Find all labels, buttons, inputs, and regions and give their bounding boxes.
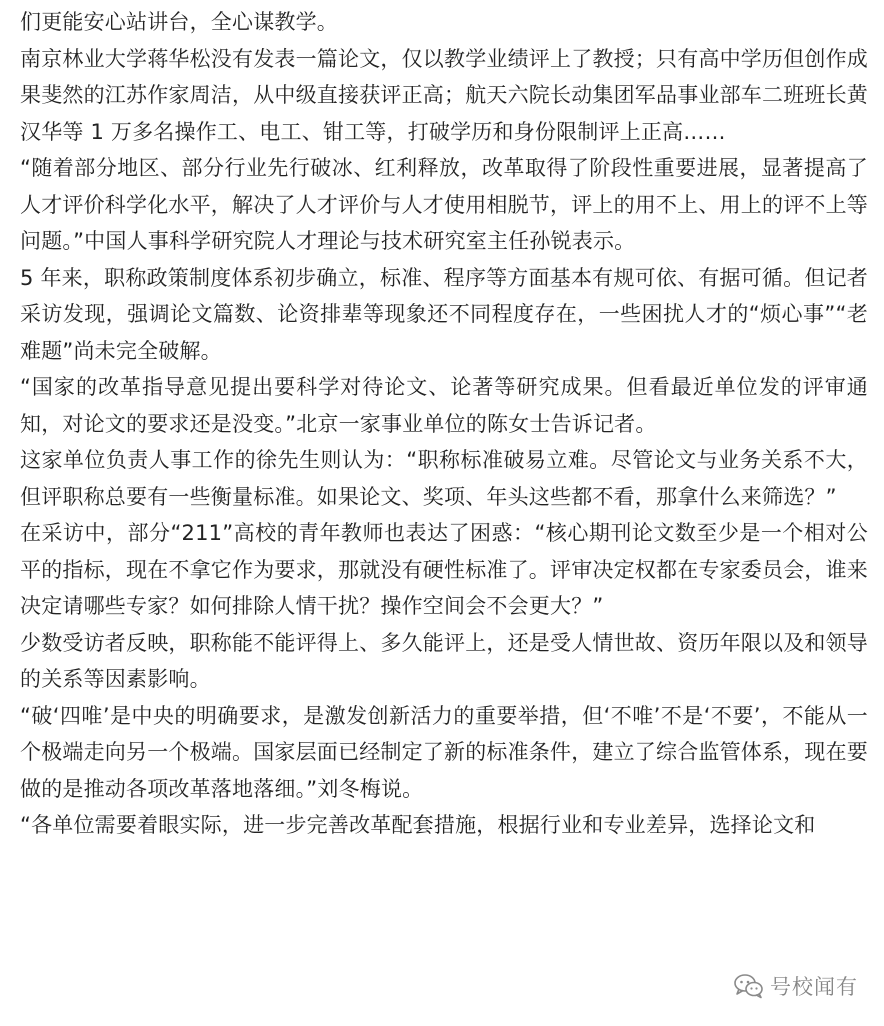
paragraph: 们更能安心站讲台，全心谋教学。	[20, 10, 338, 34]
paragraph: 这家单位负责人事工作的徐先生则认为：“职称标准破易立难。尽管论文与业务关系不大，但评职称总要有一些衡量标准。如果论文、奖项、年头这些都不看，那拿什么来筛选？”	[20, 448, 868, 509]
watermark	[730, 966, 862, 1006]
watermark-text: 号校闻有	[770, 975, 858, 999]
article-body	[20, 4, 868, 844]
paragraph: 少数受访者反映，职称能不能评得上、多久能评上，还是受人情世故、资历年限以及和领导的关系等因素影响。	[20, 630, 868, 691]
paragraph: “随着部分地区、部分行业先行破冰、红利释放，改革取得了阶段性重要进展，显著提高了人才评价科学化水平，解决了人才评价与人才使用相脱节，评上的用不上、用上的评不上等问题。”中国人事科学研究院人才理论与技术研究室主任孙锐表示。	[20, 156, 868, 253]
paragraph: 5 年来，职称政策制度体系初步确立，标准、程序等方面基本有规可依、有据可循。但记者采访发现，强调论文篇数、论资排辈等现象还不同程度存在，一些困扰人才的“烦心事”“老难题”尚未完全破解。	[20, 265, 868, 363]
paragraph: 南京林业大学蒋华松没有发表一篇论文，仅以教学业绩评上了教授；只有高中学历但创作成果斐然的江苏作家周洁，从中级直接获评正高；航天六院长动集团军品事业部车二班班长黄汉华等 1 万多名操作工、电工、钳工等，打破学历和身份限制评上正高……	[20, 46, 868, 144]
paragraph: “国家的改革指导意见提出要科学对待论文、论著等研究成果。但看最近单位发的评审通知，对论文的要求还是没变。”北京一家事业单位的陈女士告诉记者。	[20, 375, 868, 436]
paragraph: 在采访中，部分“211”高校的青年教师也表达了困惑：“核心期刊论文数至少是一个相对公平的指标，现在不拿它作为要求，那就没有硬性标准了。评审决定权都在专家委员会，谁来决定请哪些专家？如何排除人情干扰？操作空间会不会更大？”	[20, 521, 868, 618]
paragraph: “各单位需要着眼实际，进一步完善改革配套措施，根据行业和专业差异，选择论文和	[20, 813, 816, 837]
wechat-icon	[734, 973, 764, 999]
paragraph: “破‘四唯’是中央的明确要求，是激发创新活力的重要举措，但‘不唯’不是‘不要’，不能从一个极端走向另一个极端。国家层面已经制定了新的标准条件，建立了综合监管体系，现在要做的是推动各项改革落地落细。”刘冬梅说。	[20, 703, 868, 801]
